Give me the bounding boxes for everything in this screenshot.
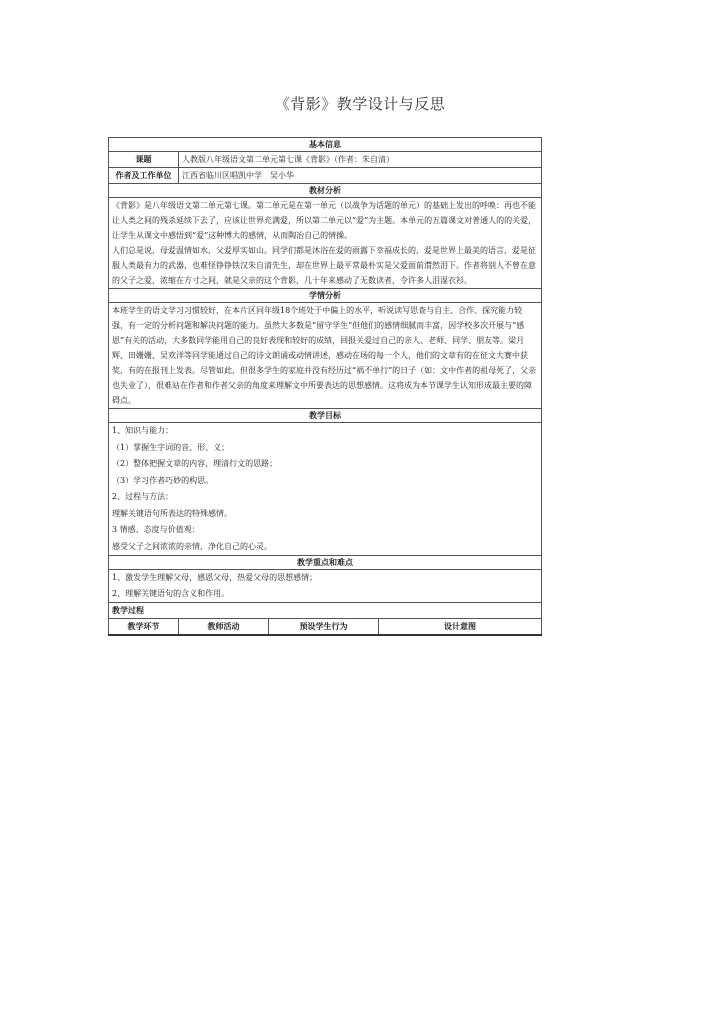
material-analysis-body [109, 198, 542, 289]
goal-line: （1）掌握生字词的音、形、义； [112, 442, 230, 452]
teaching-goals-body [109, 423, 542, 556]
goal-line: 2、过程与方法： [112, 492, 174, 501]
author-value: 江西省临川区唱凯中学 吴小华 [179, 168, 542, 184]
goal-line: 理解关键语句所表达的特殊感情。 [112, 508, 232, 518]
section-teaching-goals: 教学目标 [109, 409, 542, 423]
lesson-plan-table [108, 137, 542, 636]
author-label: 作者及工作单位 [109, 168, 179, 184]
material-paragraph-1: 《背影》是八年级语文第二单元第七课。第二单元是在第一单元（以战争为话题的单元）的基础上发出的呼唤：再也不能让人类之间的残杀延续下去了，应该让世界充满爱，所以第二单元以“爱”为主题。本单元的五篇课文对普通人的的关爱，让学生从课文中感悟到“爱”这种博大的感情，从而陶冶自己的情操。 [112, 201, 537, 240]
page-title: 《背影》教学设计与反思 [274, 95, 446, 113]
section-basic-info: 基本信息 [109, 138, 542, 152]
section-teaching-process: 教学过程 [109, 603, 542, 619]
topic-label: 课题 [109, 152, 179, 168]
student-paragraph: 本班学生的语文学习习惯较好，在本片区同年级18个班处于中偏上的水平，听说读写思查与自主、合作、探究能力较强，有一定的分析问题和解决问题的能力。虽然大多数是“留守学生”但他们的感情细腻而丰富，因学校多次开展与“感恩”有关的活动，大多数同学能用自己的良好表现和较好的成绩，回报关爱过自己的亲人、老师、同学、朋友等。梁月辉、田姗姗、吴欢洋等同学能通过自己的诗文朗诵或动情讲述，感动在场的每一个人，他们的文章有的在征文大赛中获奖，有的在报刊上发表。尽管如此，但很多学生的家庭并没有经历过“祸不单行”的日子（如：文中作者的祖母死了，父亲也失业了），很难站在作者和作者父亲的角度来理解文中所要表达的思想感情。这将成为本节课学生认知形成最主要的障碍点。 [112, 306, 537, 405]
topic-value: 人教版八年级语文第二单元第七课《背影》（作者：朱自清） [179, 152, 542, 168]
column-header-teacher-activity: 教师活动 [179, 619, 269, 636]
goal-line: 感受父子之间浓浓的亲情，净化自己的心灵。 [112, 541, 272, 551]
goal-line: 1、知识与能力： [112, 426, 174, 435]
section-key-points: 教学重点和难点 [109, 556, 542, 570]
material-paragraph-2: 人们总是说，母爱温情如水，父爱厚实如山。同学们都是沐浴在爱的雨露下幸福成长的，爱是世界上最美的语言，爱是征服人类最有力的武器，也难怪铮铮铁汉朱自清先生，却在世界上最平常最朴实是父爱面前潸然泪下。作者将别人不曾在意的父子之爱，浓缩在方寸之间，就是父亲的这个背影，几十年来感动了无数读者，令许多人泪湿衣衫。 [112, 246, 536, 285]
column-header-student-behavior: 预设学生行为 [269, 619, 379, 636]
student-analysis-body [109, 303, 542, 409]
key-point-line: 2、理解关键语句的含义和作用。 [112, 589, 230, 598]
column-header-design-intent: 设计意图 [379, 619, 542, 636]
goal-line: （2）整体把握文章的内容，理清行文的思路； [112, 459, 278, 468]
key-point-line: 1、激发学生理解父母，感恩父母，热爱父母的思想感情； [112, 573, 318, 582]
goal-line: 3 情感、态度与价值观： [112, 525, 200, 534]
section-material-analysis: 教材分析 [109, 184, 542, 198]
goal-line: （3）学习作者巧妙的构思。 [112, 475, 214, 485]
key-points-body [109, 570, 542, 603]
section-student-analysis: 学情分析 [109, 289, 542, 303]
column-header-stage: 教学环节 [109, 619, 179, 636]
